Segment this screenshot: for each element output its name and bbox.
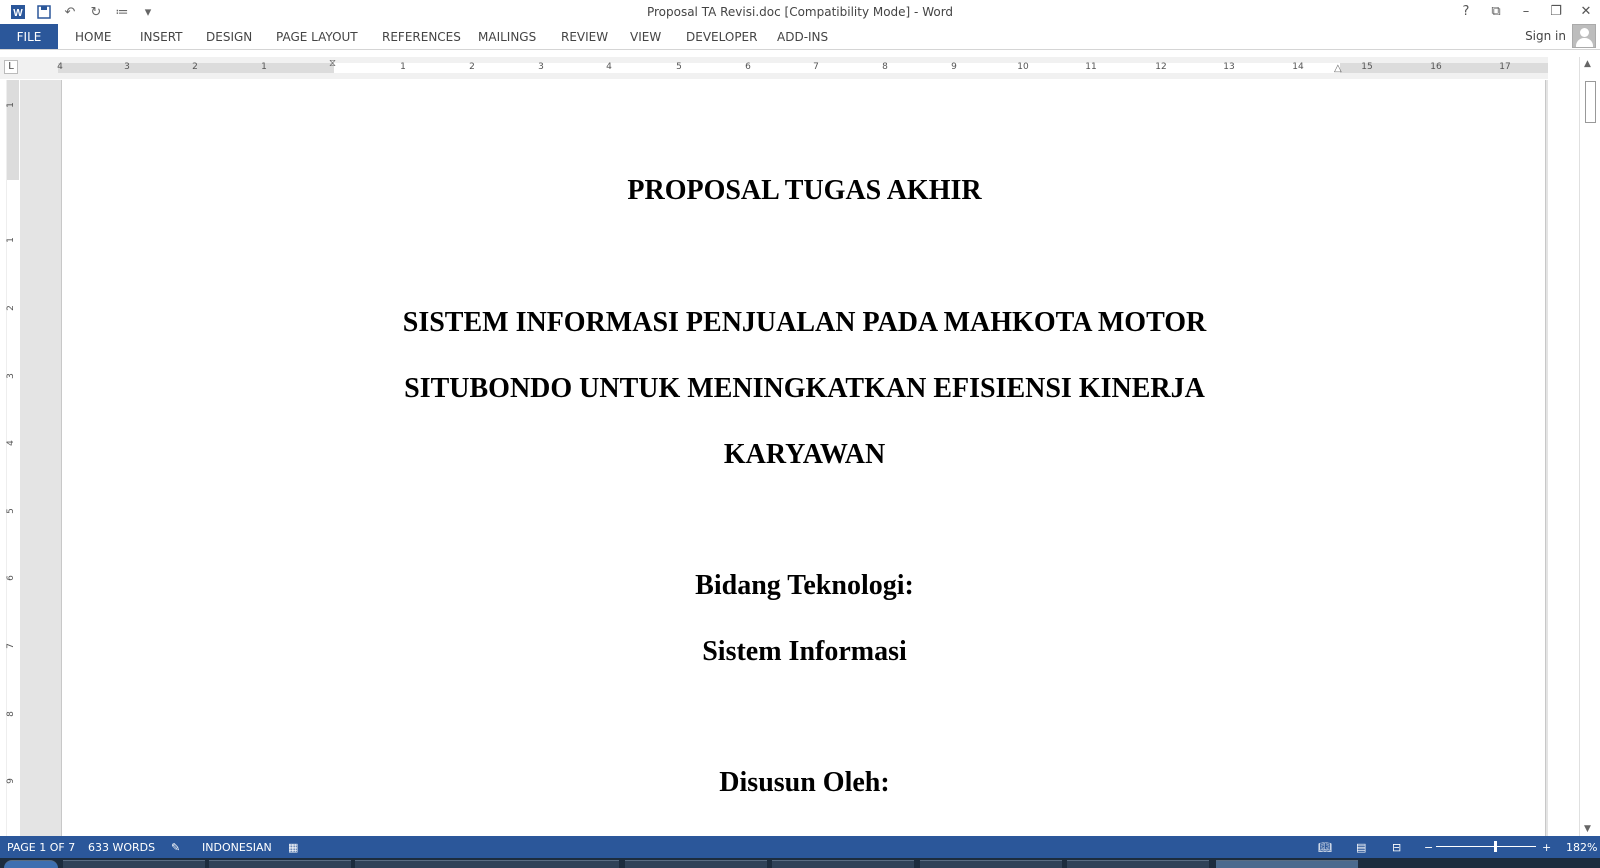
scroll-up-icon[interactable]: ▲ — [1584, 59, 1591, 69]
ruler-number: 8 — [882, 62, 888, 72]
ruler-number: 15 — [1361, 62, 1373, 72]
window-controls — [1458, 2, 1594, 20]
author-label: Disusun Oleh: — [719, 767, 890, 798]
customize-qat-icon[interactable]: ▾ — [144, 4, 152, 20]
ruler-number: 1 — [261, 62, 267, 72]
document-subtitle-line: SISTEM INFORMASI PENJUALAN PADA MAHKOTA MOTOR — [402, 307, 1207, 338]
document-subtitle-line: KARYAWAN — [723, 439, 886, 470]
right-indent-icon[interactable]: △ — [1334, 63, 1342, 74]
ruler-number: 13 — [1223, 62, 1235, 72]
ruler-number: 6 — [745, 62, 751, 72]
ruler-number: 2 — [192, 62, 198, 72]
document-title: PROPOSAL TUGAS AKHIR — [627, 175, 982, 206]
vertical-ruler[interactable] — [6, 80, 18, 836]
ribbon-tabs — [0, 24, 1600, 50]
ribbon-display-options-icon[interactable]: ⧉ — [1491, 3, 1501, 19]
zoom-slider-thumb[interactable] — [1494, 841, 1497, 852]
ruler-number: 7 — [813, 62, 819, 72]
horizontal-ruler-row — [0, 57, 1548, 79]
ruler-number: 8 — [5, 711, 16, 717]
ruler-number: 3 — [124, 62, 130, 72]
ruler-number: 1 — [5, 237, 16, 243]
ruler-number: 3 — [5, 373, 16, 379]
horizontal-ruler[interactable] — [57, 58, 1548, 74]
scroll-down-icon[interactable]: ▼ — [1584, 824, 1591, 834]
ruler-number: 4 — [5, 440, 16, 446]
svg-text:W: W — [13, 8, 23, 19]
tab-add-ins[interactable]: ADD-INS — [777, 30, 829, 44]
restore-icon[interactable]: ❐ — [1550, 3, 1562, 19]
ruler-number: 2 — [469, 62, 475, 72]
page-count[interactable]: PAGE 1 OF 7 — [7, 841, 76, 854]
taskbar-item[interactable] — [625, 860, 767, 868]
ruler-text-area — [334, 63, 1340, 73]
sign-in-link[interactable]: Sign in — [1525, 29, 1566, 43]
tab-references[interactable]: REFERENCES — [382, 30, 461, 44]
ruler-top-margin — [7, 80, 19, 180]
web-layout-icon[interactable]: ⊟ — [1392, 841, 1402, 854]
ruler-number: 6 — [5, 575, 16, 581]
taskbar-item[interactable] — [772, 860, 914, 868]
status-bar — [0, 836, 1600, 858]
ruler-number: 12 — [1155, 62, 1167, 72]
tab-file[interactable]: FILE — [0, 24, 58, 49]
taskbar-item[interactable] — [209, 860, 351, 868]
ruler-number: 4 — [57, 62, 63, 72]
taskbar-item[interactable] — [63, 860, 205, 868]
taskbar — [0, 858, 1600, 868]
zoom-out-button[interactable]: − — [1424, 841, 1434, 854]
ruler-number: 11 — [1085, 62, 1097, 72]
tab-review[interactable]: REVIEW — [561, 30, 609, 44]
first-line-indent-icon[interactable]: ⧖ — [329, 58, 337, 69]
taskbar-item[interactable] — [355, 860, 497, 868]
tab-design[interactable]: DESIGN — [206, 30, 253, 44]
macro-recording-icon[interactable]: ▦ — [288, 841, 299, 854]
read-mode-icon[interactable]: 📖︎ — [1318, 841, 1332, 854]
ruler-number: 9 — [5, 778, 16, 784]
ruler-number: 4 — [606, 62, 612, 72]
tab-page-layout[interactable]: PAGE LAYOUT — [276, 30, 358, 44]
ruler-number: 7 — [5, 643, 16, 649]
tab-home[interactable]: HOME — [75, 30, 112, 44]
tab-view[interactable]: VIEW — [630, 30, 662, 44]
proofing-icon[interactable]: ✎ — [171, 841, 181, 854]
zoom-slider[interactable] — [1436, 846, 1536, 847]
document-area — [20, 80, 1548, 836]
undo-icon[interactable]: ↶ — [64, 4, 76, 20]
word-count[interactable]: 633 WORDS — [88, 841, 156, 854]
scroll-thumb[interactable] — [1585, 81, 1596, 123]
zoom-in-button[interactable]: + — [1542, 841, 1552, 854]
redo-icon[interactable]: ↻ — [90, 4, 102, 20]
zoom-level[interactable]: 182% — [1566, 841, 1598, 854]
tab-mailings[interactable]: MAILINGS — [478, 30, 537, 44]
tab-developer[interactable]: DEVELOPER — [686, 30, 758, 44]
ruler-number: 17 — [1499, 62, 1511, 72]
ruler-number: 14 — [1292, 62, 1304, 72]
vertical-scrollbar[interactable] — [1579, 57, 1600, 836]
tab-selector[interactable]: L — [4, 60, 18, 74]
numbering-icon[interactable]: ≔ — [115, 4, 129, 20]
tab-insert[interactable]: INSERT — [140, 30, 183, 44]
field-value: Sistem Informasi — [702, 636, 907, 667]
close-icon[interactable]: ✕ — [1580, 3, 1592, 19]
language-indicator[interactable]: INDONESIAN — [202, 841, 272, 854]
start-button[interactable] — [4, 860, 58, 868]
taskbar-item[interactable] — [477, 860, 619, 868]
ruler-number: 2 — [5, 305, 16, 311]
ruler-number: 9 — [951, 62, 957, 72]
ruler-number: 5 — [676, 62, 682, 72]
taskbar-item[interactable] — [1067, 860, 1209, 868]
avatar[interactable] — [1572, 24, 1596, 48]
document-page[interactable] — [61, 80, 1546, 836]
taskbar-item-active[interactable] — [1216, 860, 1358, 868]
ruler-number: 5 — [5, 508, 16, 514]
document-subtitle-line: SITUBONDO UNTUK MENINGKATKAN EFISIENSI KINERJA — [404, 373, 1205, 404]
taskbar-item[interactable] — [920, 860, 1062, 868]
field-label: Bidang Teknologi: — [695, 570, 914, 601]
help-icon[interactable]: ? — [1462, 3, 1470, 19]
window-title: Proposal TA Revisi.doc [Compatibility Mode] - Word — [646, 5, 954, 19]
title-bar — [0, 0, 1600, 24]
ruler-number: 3 — [538, 62, 544, 72]
ruler-number: 1 — [400, 62, 406, 72]
ruler-number: 16 — [1430, 62, 1442, 72]
print-layout-icon[interactable]: ▤ — [1356, 841, 1367, 854]
ruler-number: 10 — [1017, 62, 1029, 72]
ruler-number: 1 — [5, 102, 16, 108]
minimize-icon[interactable]: – — [1522, 3, 1530, 19]
